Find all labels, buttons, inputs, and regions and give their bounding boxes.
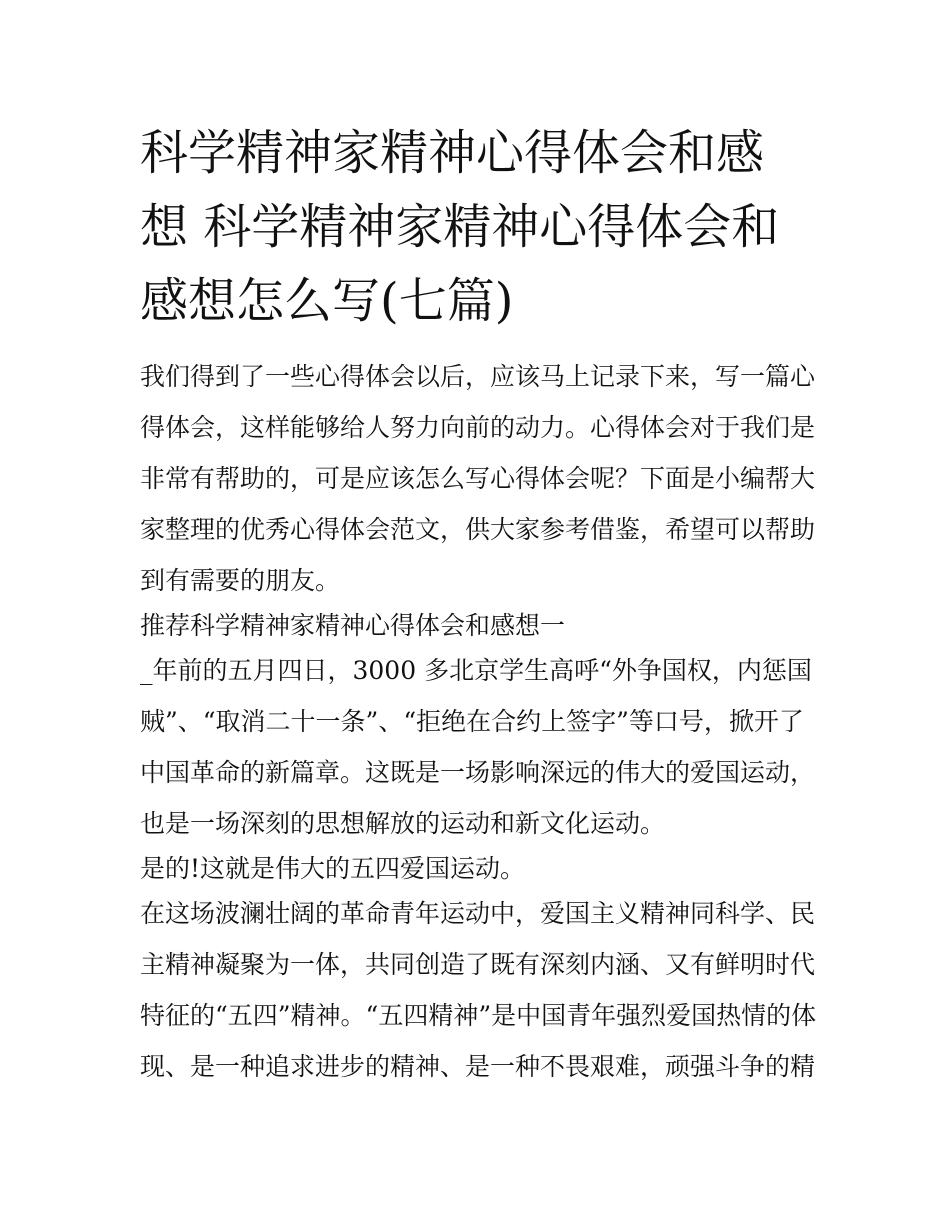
body-line: 特征的“五四”精神。“五四精神”是中国青年强烈爱国热情的体 xyxy=(140,1001,817,1030)
document-title: 科学精神家精神心得体会和感 想 科学精神家精神心得体会和 感想怎么写(七篇) xyxy=(140,125,780,329)
body-line: 现、是一种追求进步的精神、是一种不畏艰难，顽强斗争的精 xyxy=(140,1052,816,1081)
document-body xyxy=(140,351,830,1092)
body-line: 非常有帮助的，可是应该怎么写心得体会呢？下面是小编帮大 xyxy=(140,464,816,493)
body-line: 家整理的优秀心得体会范文，供大家参考借鉴，希望可以帮助 xyxy=(140,515,816,544)
body-line: 主精神凝聚为一体，共同创造了既有深刻内涵、又有鲜明时代 xyxy=(140,950,816,979)
body-line: 在这场波澜壮阔的革命青年运动中，爱国主义精神同科学、民 xyxy=(140,899,816,928)
body-line: 贼”、“取消二十一条”、“拒绝在合约上签字”等口号，掀开了 xyxy=(140,707,804,736)
body-line: _年前的五月四日，3000 多北京学生高呼“外争国权，内惩国 xyxy=(140,656,812,685)
section-heading: 推荐科学精神家精神心得体会和感想一 xyxy=(140,611,566,640)
body-line: 也是一场深刻的思想解放的运动和新文化运动。 xyxy=(140,809,666,838)
body-line: 到有需要的朋友。 xyxy=(140,566,341,595)
body-line: 我们得到了一些心得体会以后，应该马上记录下来，写一篇心 xyxy=(140,362,816,391)
body-line: 是的!这就是伟大的五四爱国运动。 xyxy=(140,854,526,883)
body-line: 中国革命的新篇章。这既是一场影响深远的伟大的爱国运动， xyxy=(140,758,816,787)
body-line: 得体会，这样能够给人努力向前的动力。心得体会对于我们是 xyxy=(140,413,816,442)
